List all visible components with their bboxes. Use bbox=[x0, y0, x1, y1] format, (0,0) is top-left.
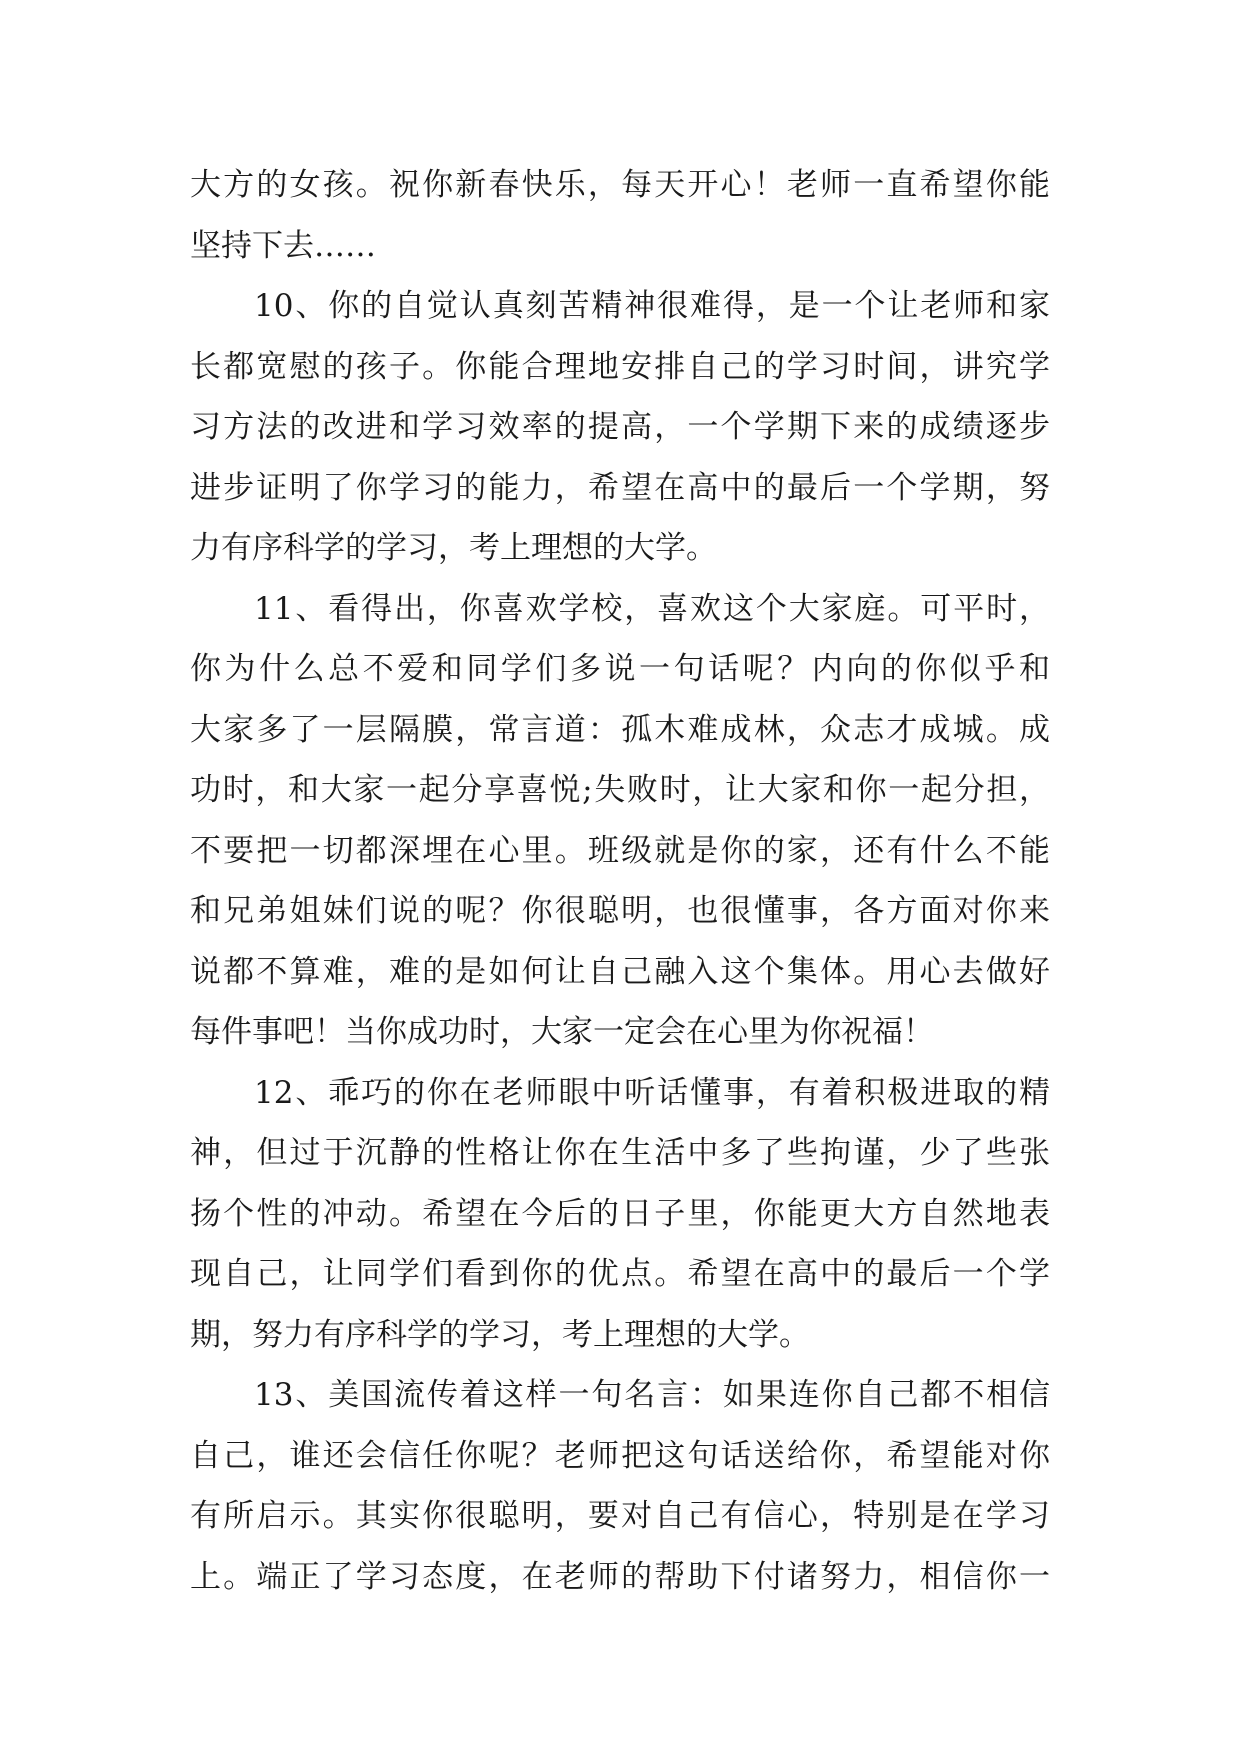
text-line: 有所启示。其实你很聪明，要对自己有信心，特别是在学习 bbox=[190, 1498, 1050, 1534]
text-line: 不要把一切都深埋在心里。班级就是你的家，还有什么不能 bbox=[190, 832, 1050, 869]
text-line: 长都宽慰的孩子。你能合理地安排自己的学习时间，讲究学 bbox=[190, 348, 1050, 385]
text-line: 和兄弟姐妹们说的呢？你很聪明，也很懂事，各方面对你来 bbox=[190, 893, 1050, 929]
text-line: 神，但过于沉静的性格让你在生活中多了些拘谨，少了些张 bbox=[190, 1135, 1050, 1171]
paragraph-10-line: 10、你的自觉认真刻苦精神很难得，是一个让老师和家 bbox=[254, 288, 1050, 324]
text-line: 习方法的改进和学习效率的提高，一个学期下来的成绩逐步 bbox=[190, 409, 1050, 445]
text-line: 上。端正了学习态度，在老师的帮助下付诸努力，相信你一 bbox=[190, 1558, 1050, 1595]
text-line: 扬个性的冲动。希望在今后的日子里，你能更大方自然地表 bbox=[190, 1195, 1050, 1232]
text-line: 期，努力有序科学的学习，考上理想的大学。 bbox=[190, 1316, 810, 1353]
paragraph-12-line: 12、乖巧的你在老师眼中听话懂事，有着积极进取的精 bbox=[254, 1074, 1050, 1111]
text-line: 现自己，让同学们看到你的优点。希望在高中的最后一个学 bbox=[190, 1256, 1050, 1292]
text-line: 进步证明了你学习的能力，希望在高中的最后一个学期，努 bbox=[190, 469, 1050, 506]
text-line: 大方的女孩。祝你新春快乐，每天开心！老师一直希望你能 bbox=[190, 167, 1050, 203]
text-line: 每件事吧！当你成功时，大家一定会在心里为你祝福！ bbox=[190, 1014, 934, 1050]
text-line: 力有序科学的学习，考上理想的大学。 bbox=[190, 530, 717, 566]
text-line: 你为什么总不爱和同学们多说一句话呢？内向的你似乎和 bbox=[190, 651, 1050, 687]
paragraph-11-line: 11、看得出，你喜欢学校，喜欢这个大家庭。可平时， bbox=[254, 590, 1050, 627]
body-text bbox=[190, 155, 1050, 1607]
text-line: 功时，和大家一起分享喜悦;失败时，让大家和你一起分担， bbox=[190, 772, 1050, 808]
text-line: 坚持下去…… bbox=[190, 227, 376, 264]
text-line: 说都不算难，难的是如何让自己融入这个集体。用心去做好 bbox=[190, 953, 1050, 990]
text-line: 自己，谁还会信任你呢？老师把这句话送给你，希望能对你 bbox=[190, 1437, 1050, 1474]
text-line: 大家多了一层隔膜，常言道：孤木难成林，众志才成城。成 bbox=[190, 711, 1050, 748]
paragraph-13-line: 13、美国流传着这样一句名言：如果连你自己都不相信 bbox=[254, 1377, 1050, 1413]
